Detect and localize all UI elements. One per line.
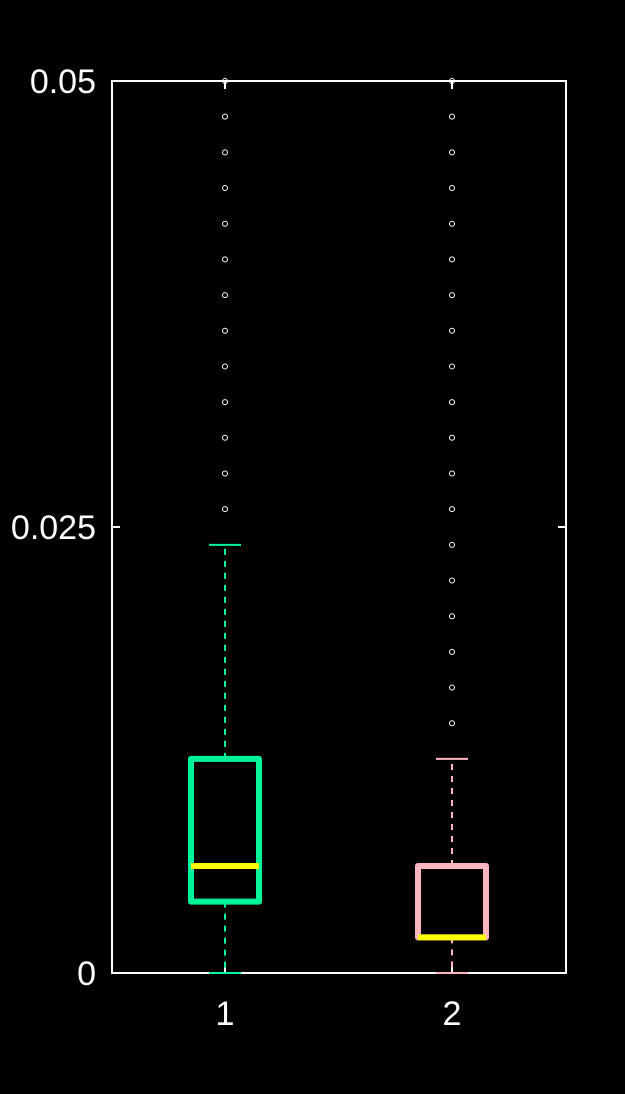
y-axis [11,63,566,993]
outlier-point [223,400,228,405]
outlier-point [450,328,455,333]
outlier-point [223,328,228,333]
outlier-point [450,542,455,547]
y-tick-label: 0.05 [29,63,96,101]
box [191,759,259,902]
outlier-point [450,221,455,226]
outlier-point [223,507,228,512]
y-tick-label: 0 [77,955,96,993]
outlier-point [450,435,455,440]
box-series [191,79,486,974]
outlier-point [223,114,228,119]
y-tick-label: 0.025 [10,509,96,547]
x-tick-label: 2 [442,995,462,1033]
outlier-point [450,649,455,654]
outlier-point [450,257,455,262]
box-group-1 [191,79,259,974]
box [418,866,486,937]
outlier-point [223,471,228,476]
outlier-point [450,186,455,191]
outlier-point [450,400,455,405]
outlier-point [223,435,228,440]
x-tick-label: 1 [215,995,235,1033]
outlier-point [223,293,228,298]
outlier-point [450,293,455,298]
outlier-point [450,685,455,690]
outlier-point [450,150,455,155]
outlier-point [450,364,455,369]
outlier-point [223,257,228,262]
outlier-point [450,578,455,583]
outlier-point [450,471,455,476]
outlier-point [223,150,228,155]
outlier-point [450,507,455,512]
outlier-point [450,721,455,726]
plot-frame [112,81,566,973]
outlier-point [223,364,228,369]
outlier-point [223,186,228,191]
outlier-point [450,114,455,119]
box-group-2 [418,79,486,974]
outlier-point [223,221,228,226]
outlier-point [450,614,455,619]
x-axis [216,81,462,1033]
